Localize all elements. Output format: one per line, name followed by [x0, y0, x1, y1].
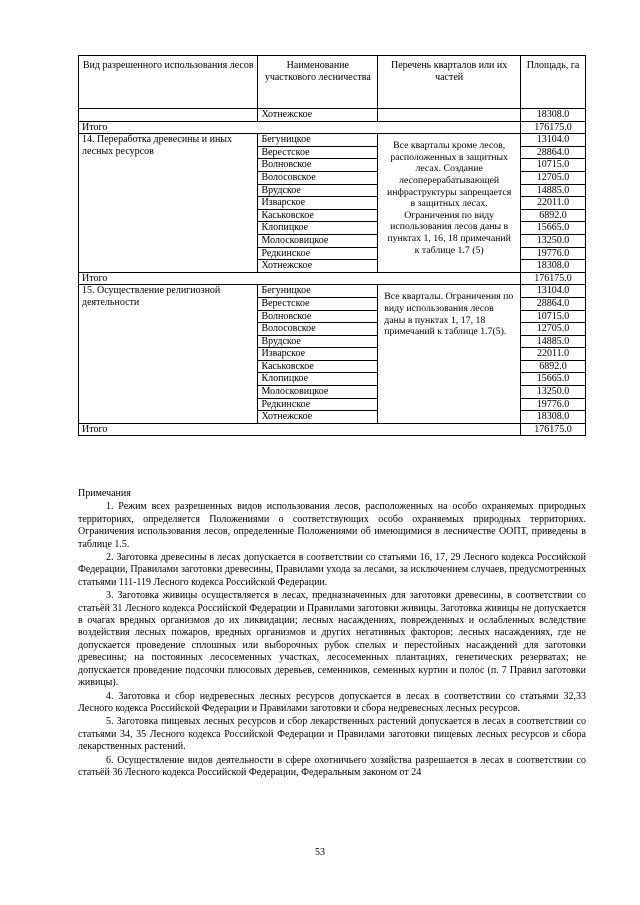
cell-forestry: Каськовское [258, 209, 378, 222]
note-item: 2. Заготовка древесины в лесах допускается в соответствии со статьями 16, 17, 29 Лесного кодекса Российской Федерации, Правилами заготовки древесины, Правилами ухода за лесами, за исключением случаев, предусмотренных статьями 111-119 Лесного кодекса Российской Федерации. [78, 552, 586, 588]
cell-area: 12705.0 [521, 171, 586, 184]
page-number: 53 [315, 847, 325, 858]
cell-area: 18308.0 [521, 109, 586, 122]
header-forestry: Наименование участкового лесничества [258, 56, 378, 109]
cell-forestry: Хотнежское [258, 260, 378, 273]
total-area: 176175.0 [521, 423, 586, 436]
cell-area: 22011.0 [521, 197, 586, 210]
cell-area: 19776.0 [521, 247, 586, 260]
total-row [79, 423, 586, 436]
note-item: 6. Осуществление видов деятельности в сфере охотничьего хозяйства разрешается в лесах в соответствии со статьёй 36 Лесного кодекса Российской Федерации, Федеральным законом от 24 [78, 754, 586, 778]
cell-area: 18308.0 [521, 260, 586, 273]
header-quarters: Перечень кварталов или их частей [378, 56, 521, 109]
notes-title: Примечания [78, 488, 131, 499]
cell-area: 12705.0 [521, 323, 586, 336]
cell-area: 13250.0 [521, 234, 586, 247]
note-item: 5. Заготовка пищевых лесных ресурсов и сбор лекарственных растений допускается в лесах в соответствии со статьями 34, 35 Лесного кодекса Российской Федерации и Правилами заготовки пищевых лесных ресурсов и сбора лекарственных растений. [78, 716, 586, 753]
cell-forestry: Бегуницкое [258, 285, 378, 298]
cell-area: 6892.0 [521, 360, 586, 373]
cell-forestry: Изварское [258, 197, 378, 210]
cell-area: 10715.0 [521, 310, 586, 323]
cell-forestry: Волновское [258, 159, 378, 172]
cell-area: 15665.0 [521, 222, 586, 235]
header-area: Площадь, га [521, 56, 586, 109]
note-item: 4. Заготовка и сбор недревесных лесных ресурсов допускается в лесах в соответствии со статьями 32,33 Лесного кодекса Российской Федерации и Правилами заготовки и сбора недревесных лесных ресурсов. [78, 690, 586, 714]
cell-area: 6892.0 [521, 209, 586, 222]
cell-empty [79, 109, 258, 122]
total-row [79, 272, 586, 285]
cell-area: 13104.0 [521, 285, 586, 298]
cell-area: 28864.0 [521, 297, 586, 310]
cell-quarters: Все кварталы. Ограничения по виду использования лесов даны в пунктах 1, 17, 18 примечаний к таблице 1.7(5). [378, 285, 521, 424]
cell-empty [378, 109, 521, 122]
cell-forestry: Клопицкое [258, 222, 378, 235]
cell-area: 14885.0 [521, 335, 586, 348]
cell-forestry: Волновское [258, 310, 378, 323]
cell-area: 18308.0 [521, 411, 586, 424]
cell-forestry: Редкинское [258, 398, 378, 411]
table-row [79, 109, 586, 122]
cell-forestry: Изварское [258, 348, 378, 361]
total-area: 176175.0 [521, 121, 586, 134]
total-row [79, 121, 586, 134]
table-header-row [79, 56, 586, 109]
cell-forestry: Врудское [258, 184, 378, 197]
table-row [79, 285, 586, 298]
cell-forestry: Волосовское [258, 323, 378, 336]
cell-forestry: Волосовское [258, 171, 378, 184]
cell-forestry: Верестское [258, 297, 378, 310]
total-label: Итого [79, 423, 521, 436]
cell-area: 13250.0 [521, 386, 586, 399]
cell-area: 15665.0 [521, 373, 586, 386]
total-label: Итого [79, 272, 521, 285]
cell-forestry: Хотнежское [258, 411, 378, 424]
cell-area: 22011.0 [521, 348, 586, 361]
note-item: 1. Режим всех разрешенных видов использования лесов, расположенных на особо охраняемых природных территориях, определяется Положениями о соответствующих особо охраняемых природных территориях. Ограничения использования лесов, определенные Положениями об имеющимися в лесничестве ООПТ, приведены в таблице 1.5. [78, 501, 586, 550]
cell-area: 19776.0 [521, 398, 586, 411]
forest-use-table [78, 55, 586, 436]
cell-area: 10715.0 [521, 159, 586, 172]
total-label: Итого [79, 121, 521, 134]
cell-forestry: Хотнежское [258, 109, 378, 122]
cell-forestry: Клопицкое [258, 373, 378, 386]
note-item: 3. Заготовка живицы осуществляется в лесах, предназначенных для заготовки древесины, в соответствии со статьёй 31 Лесного кодекса Российской Федерации и Правилами заготовки живицы. Заготовка живицы не допускается в очагах вредных организмов до их ликвидации; лесных насаждениях, поврежденных и ослабленных вследствие воздействия лесных пожаров, вредных организмов и других негативных факторов; лесных насаждениях, где не допускается проведение сплошных или выборочных рубок спелых и перестойных насаждений для заготовки древесины; на постоянных лесосеменных участках, лесосеменных плантациях, генетических резерватах; не допускается проведение подсочки плюсовых деревьев, семенников, семенных куртин и полос (п. 7 Правил заготовки живицы). [78, 590, 586, 689]
cell-forestry: Молосковицкое [258, 386, 378, 399]
total-area: 176175.0 [521, 272, 586, 285]
cell-area: 13104.0 [521, 134, 586, 147]
cell-area: 14885.0 [521, 184, 586, 197]
table-row [79, 134, 586, 147]
cell-area: 28864.0 [521, 146, 586, 159]
header-use-type: Вид разрешенного использования лесов [79, 56, 258, 109]
cell-forestry: Каськовское [258, 360, 378, 373]
cell-use-type: 15. Осуществление религиозной деятельности [79, 285, 258, 424]
cell-forestry: Верестское [258, 146, 378, 159]
cell-quarters: Все кварталы кроме лесов, расположенных в защитных лесах. Создание лесоперерабатывающей инфраструктуры запрещается в защитных лесах. Ограничения по виду использования лесов даны в пунктах 1, 16, 18 примечаний к таблице 1.7 (5) [378, 134, 521, 273]
cell-use-type: 14. Переработка древесины и иных лесных ресурсов [79, 134, 258, 273]
cell-forestry: Редкинское [258, 247, 378, 260]
cell-forestry: Бегуницкое [258, 134, 378, 147]
cell-forestry: Молосковицкое [258, 234, 378, 247]
notes-section [78, 488, 586, 779]
cell-forestry: Врудское [258, 335, 378, 348]
